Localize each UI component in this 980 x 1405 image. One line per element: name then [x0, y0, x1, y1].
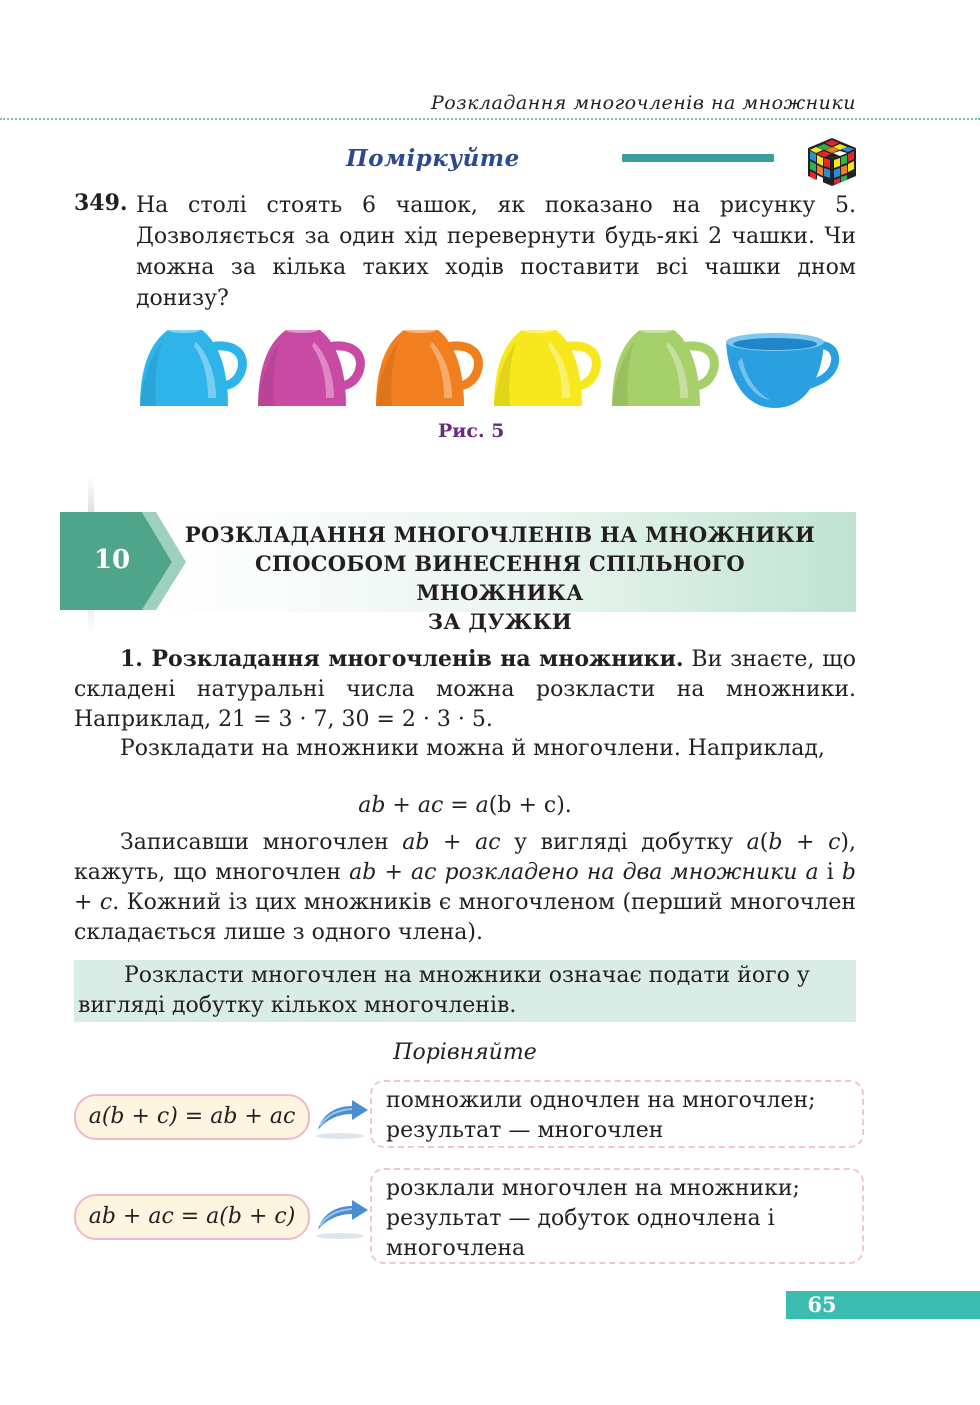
- cup-upside-down: [258, 327, 360, 406]
- definition-text: Розкласти многочлен на множники означає подати його у вигляді добутку кількох многочленів.: [78, 963, 810, 1018]
- subsection-heading: 1. Розкладання многочленів на множники.: [120, 646, 684, 672]
- running-head: Розкладання многочленів на множники: [431, 92, 856, 114]
- cup-upright: [726, 333, 835, 408]
- text-run: Записавши многочлен: [120, 830, 403, 855]
- note-box: розклали многочлен на множники; результат — добуток одночлена і многочлена: [370, 1168, 864, 1264]
- example-formula: [74, 793, 856, 818]
- paragraph-example: Розкладати на множники можна й многочлени. Наприклад,: [120, 736, 825, 761]
- paragraph-intro: [74, 644, 856, 735]
- section-title-line: СПОСОБОМ ВИНЕСЕННЯ СПІЛЬНОГО МНОЖНИКА: [255, 551, 745, 605]
- section-number: 10: [93, 545, 131, 575]
- cup-upside-down: [494, 327, 596, 406]
- compare-heading: Порівняйте: [393, 1040, 537, 1065]
- cup-upside-down: [612, 327, 714, 406]
- cup-upside-down: [376, 327, 478, 406]
- section-title: [170, 520, 830, 636]
- formula-pill: a(b + c) = ab + ac: [74, 1094, 310, 1140]
- text-run: ), кажуть, що многочлен: [74, 830, 856, 885]
- text-run: і: [818, 860, 842, 885]
- formula-right: (b + c).: [488, 793, 572, 818]
- cup-upside-down: [140, 327, 242, 406]
- math-run: b + c: [768, 830, 841, 855]
- cups-figure: [130, 322, 850, 418]
- think-heading: Поміркуйте: [346, 145, 520, 172]
- figure-caption: Рис. 5: [438, 420, 505, 442]
- formula-left: ab + ac = a: [358, 793, 489, 818]
- math-run: ab + ac: [402, 830, 501, 855]
- text-run: (: [759, 830, 769, 855]
- paragraph-explanation: [74, 828, 856, 948]
- rubiks-cube-icon: [806, 136, 858, 188]
- curved-arrow-icon: [314, 1192, 370, 1240]
- text-run: у вигляді добутку: [500, 830, 747, 855]
- section-title-line: ЗА ДУЖКИ: [427, 609, 573, 634]
- math-run: b + c: [74, 860, 856, 915]
- curved-arrow-icon: [314, 1092, 370, 1140]
- paragraph-text: Ви знаєте, що складені натуральні числа можна розкласти на множники. Наприклад, 21 = 3 · 7, 30 = 2 · 3 · 5.: [74, 647, 856, 732]
- page-number: 65: [807, 1292, 837, 1317]
- header-divider: [0, 118, 980, 120]
- note-box: помножили одночлен на многочлен; результат — многочлен: [370, 1080, 864, 1148]
- math-run: a: [746, 830, 760, 855]
- section-title-line: РОЗКЛАДАННЯ МНОГОЧЛЕНІВ НА МНОЖНИКИ: [184, 522, 816, 547]
- problem-number: 349.: [74, 190, 128, 216]
- emphasis-run: ab + ac розкладено на два множники a: [349, 860, 819, 885]
- text-run: . Кожний із цих множників є многочленом (перший многочлен складається лише з одного члена).: [74, 890, 857, 945]
- think-accent-bar: [622, 154, 774, 162]
- formula-pill: ab + ac = a(b + c): [74, 1194, 310, 1240]
- problem-text: На столі стоять 6 чашок, як показано на рисунку 5. Дозволяється за один хід перевернути будь-які 2 чашки. Чи можна за кілька таких ходів поставити всі чашки дном донизу?: [136, 193, 856, 311]
